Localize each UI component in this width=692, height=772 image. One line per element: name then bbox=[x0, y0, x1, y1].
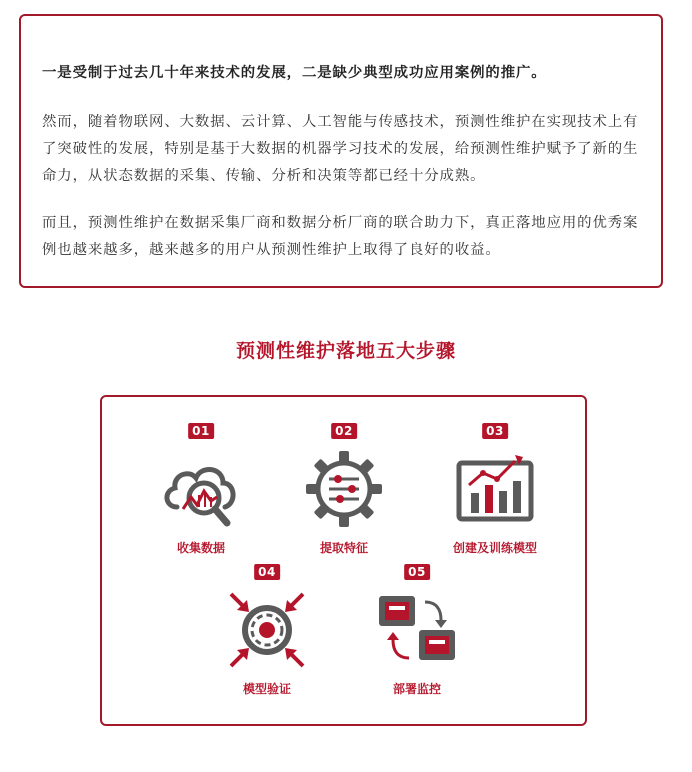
network-ports-sync-icon bbox=[375, 588, 459, 672]
step-label: 提取特征 bbox=[319, 541, 368, 555]
steps-box bbox=[100, 395, 587, 726]
intro-box bbox=[19, 14, 663, 288]
step-label: 部署监控 bbox=[392, 682, 441, 696]
step-number: 03 bbox=[482, 423, 508, 439]
cloud-magnifier-chart-icon bbox=[159, 447, 243, 531]
step-number: 05 bbox=[404, 564, 430, 580]
step-number: 02 bbox=[331, 423, 357, 439]
step-label: 创建及训练模型 bbox=[452, 541, 537, 555]
intro-paragraph-1: 一是受制于过去几十年来技术的发展，二是缺少典型成功应用案例的推广。 bbox=[42, 65, 547, 81]
step-number: 01 bbox=[188, 423, 214, 439]
step-label: 收集数据 bbox=[176, 541, 225, 555]
intro-paragraph-3: 而且，预测性维护在数据采集厂商和数据分析厂商的联合助力下，真正落地应用的优秀案例也越来越多，越来越多的用户从预测性维护上取得了良好的收益。 bbox=[42, 215, 639, 258]
gear-sliders-icon bbox=[302, 447, 386, 531]
intro-paragraph-2: 然而，随着物联网、大数据、云计算、人工智能与传感技术，预测性维护在实现技术上有了突破性的发展，特别是基于大数据的机器学习技术的发展，给预测性维护赋予了新的生命力，从状态数据的采集、传输、分析和决策等都已经十分成熟。 bbox=[42, 114, 639, 184]
bar-chart-trend-icon bbox=[453, 447, 537, 531]
section-title: 预测性维护落地五大步骤 bbox=[235, 340, 456, 362]
step-number: 04 bbox=[254, 564, 280, 580]
step-label: 模型验证 bbox=[242, 682, 291, 696]
gear-arrows-in-icon bbox=[225, 588, 309, 672]
